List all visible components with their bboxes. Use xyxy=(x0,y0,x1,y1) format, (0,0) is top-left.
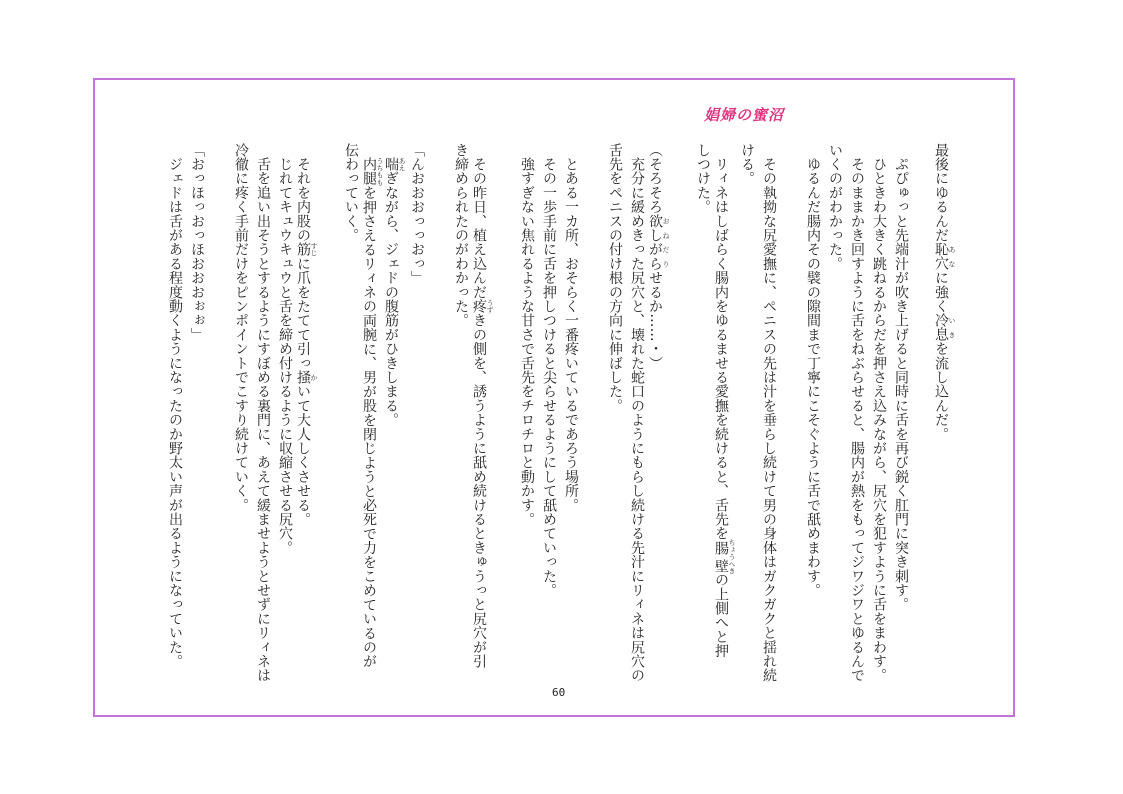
text-line xyxy=(274,143,296,703)
text-line xyxy=(472,143,494,703)
text-segment: を流し込んだ。 xyxy=(933,341,949,442)
text-segment: いて大人しくさせる。 xyxy=(295,384,311,527)
text-segment: いくのがわかった。 xyxy=(827,143,843,271)
text-line xyxy=(890,143,912,703)
blank-line xyxy=(494,143,516,703)
text-segment: き締められたのがわかった。 xyxy=(453,143,469,328)
blank-line xyxy=(670,143,692,703)
ruby-reading: あえ xyxy=(398,157,406,172)
text-segment: その執拗な尻愛撫に、ペニスの先は汁を垂らし続けて男の身体はガクガクと揺れ続 xyxy=(761,143,777,683)
text-segment xyxy=(383,143,399,157)
text-segment: 冷徹に疼く手前だけをピンポイントでこすり続けていく。 xyxy=(233,143,249,513)
text-line xyxy=(626,143,648,703)
ruby-word xyxy=(295,242,318,257)
ruby-reading: か xyxy=(310,370,318,385)
text-segment: とある一カ所、おそらく一番疼いているであろう場所。 xyxy=(563,143,579,513)
text-line xyxy=(868,143,890,703)
ruby-word xyxy=(647,214,670,271)
text-segment: せるか……・） xyxy=(647,270,663,371)
text-line xyxy=(604,143,626,703)
text-segment: リィネはしばらく腸内をゆるませる愛撫を続けると、舌先を xyxy=(713,143,729,541)
text-segment: 「んおおおっっおっ」 xyxy=(409,143,425,285)
text-segment xyxy=(361,143,377,157)
text-segment: ぷぴゅっと先端汁が吹き上げると同時に舌を再び鋭く肛門に突き刺す。 xyxy=(893,143,909,612)
text-line xyxy=(846,143,868,703)
text-segment: 充分に緩めきった尻穴と、壊れた蛇口のようにもらし続ける先汁にリィネは尻穴の xyxy=(629,143,645,683)
text-line xyxy=(758,143,780,703)
text-segment: 舌を追い出そうとするようにすぼめる裏門に、あえて緩ませようとせずにリィネは xyxy=(255,143,271,683)
text-line xyxy=(648,143,670,703)
ruby-word xyxy=(361,157,384,186)
text-line xyxy=(538,143,560,703)
text-line xyxy=(802,143,824,703)
ruby-word xyxy=(933,313,956,342)
text-segment: じれてキュウキュウと舌を締め付けるように収縮させる尻穴。 xyxy=(277,143,293,555)
ruby-word xyxy=(713,538,736,575)
text-line xyxy=(560,143,582,703)
blank-line xyxy=(582,143,604,703)
text-segment: それを内股の xyxy=(295,143,311,243)
text-line xyxy=(186,143,208,703)
text-segment: ジェドは舌がある程度動くようになったのか野太い声が出るようになっていた。 xyxy=(167,143,183,669)
text-segment: 最後にゆるんだ xyxy=(933,143,949,243)
page-number: 60 xyxy=(552,686,566,699)
ruby-base: 喘 xyxy=(383,157,399,172)
text-segment: ぎながら、ジェドの腹筋がひきしまる。 xyxy=(383,171,399,428)
ruby-base: 掻 xyxy=(295,370,311,385)
text-segment: 舌先をペニスの付け根の方向に伸ばした。 xyxy=(607,143,623,413)
text-line xyxy=(230,143,252,703)
text-line xyxy=(406,143,428,703)
blank-line xyxy=(208,143,230,703)
text-segment: 強すぎない焦れるような甘さで舌先をチロチロと動かす。 xyxy=(519,143,535,527)
ruby-base: 疼 xyxy=(471,299,487,314)
text-line xyxy=(384,143,406,703)
text-segment: の上側へと押 xyxy=(713,572,729,659)
ruby-reading: うず xyxy=(486,299,494,314)
ruby-base: 腸壁 xyxy=(713,538,729,575)
text-segment: その一歩手前に舌を押しつけると尖らせるようにして舐めていった。 xyxy=(541,143,557,598)
ruby-reading: ちょうへき xyxy=(728,538,736,575)
ruby-base: 筋 xyxy=(295,242,311,257)
text-segment: そのままかき回すように舌をねぶらせると、腸内が熱をもってジワジワとゆるんで xyxy=(849,143,865,683)
text-segment: しつけた。 xyxy=(695,143,711,214)
ruby-word xyxy=(933,242,956,271)
ruby-word xyxy=(471,299,494,314)
text-segment: きの側を、誘うように舐め続けるときゅうっと尻穴が引 xyxy=(471,313,487,669)
ruby-base: 冷息 xyxy=(933,313,949,342)
ruby-base: 内腿 xyxy=(361,157,377,186)
blank-line xyxy=(318,143,340,703)
text-segment: 「おっほっおっほおおおぉぉ」 xyxy=(189,143,205,342)
text-segment: に強く xyxy=(933,270,949,314)
text-segment: ゆるんだ腸内その襞の隙間まで丁寧にこそぐように舌で舐めまわす。 xyxy=(805,143,821,598)
blank-line xyxy=(780,143,802,703)
ruby-reading: うちもも xyxy=(376,157,384,186)
ruby-reading: すじ xyxy=(310,242,318,257)
text-segment: 伝わっていく。 xyxy=(343,143,359,243)
text-segment: を押さえるリィネの両腕に、男が股を閉じようと必死で力をこめているのが xyxy=(361,185,377,669)
ruby-word xyxy=(383,157,406,172)
ruby-reading: おねだり xyxy=(662,214,670,271)
body-text xyxy=(164,143,956,703)
text-line xyxy=(824,143,846,703)
text-segment: に爪をたてて引っ xyxy=(295,256,311,371)
blank-line xyxy=(428,143,450,703)
text-line xyxy=(736,143,758,703)
ruby-reading: いき xyxy=(948,313,956,342)
ruby-base: 恥穴 xyxy=(933,242,949,271)
ruby-reading: あな xyxy=(948,242,956,271)
text-line xyxy=(934,143,956,703)
text-segment: その昨日、植え込んだ xyxy=(471,143,487,300)
ruby-base: 欲しがら xyxy=(647,214,663,271)
text-line xyxy=(164,143,186,703)
text-segment: ひときわ大きく跳ねるからだを押さえ込みながら、尻穴を犯すように舌をまわす。 xyxy=(871,143,887,683)
text-line xyxy=(252,143,274,703)
chapter-title: 娼婦の蜜沼 xyxy=(704,106,785,124)
text-segment: （そろそろ xyxy=(647,143,663,214)
text-line xyxy=(714,143,736,703)
ruby-word xyxy=(295,370,318,385)
text-segment: ける。 xyxy=(739,143,755,186)
text-line xyxy=(516,143,538,703)
text-line xyxy=(296,143,318,703)
